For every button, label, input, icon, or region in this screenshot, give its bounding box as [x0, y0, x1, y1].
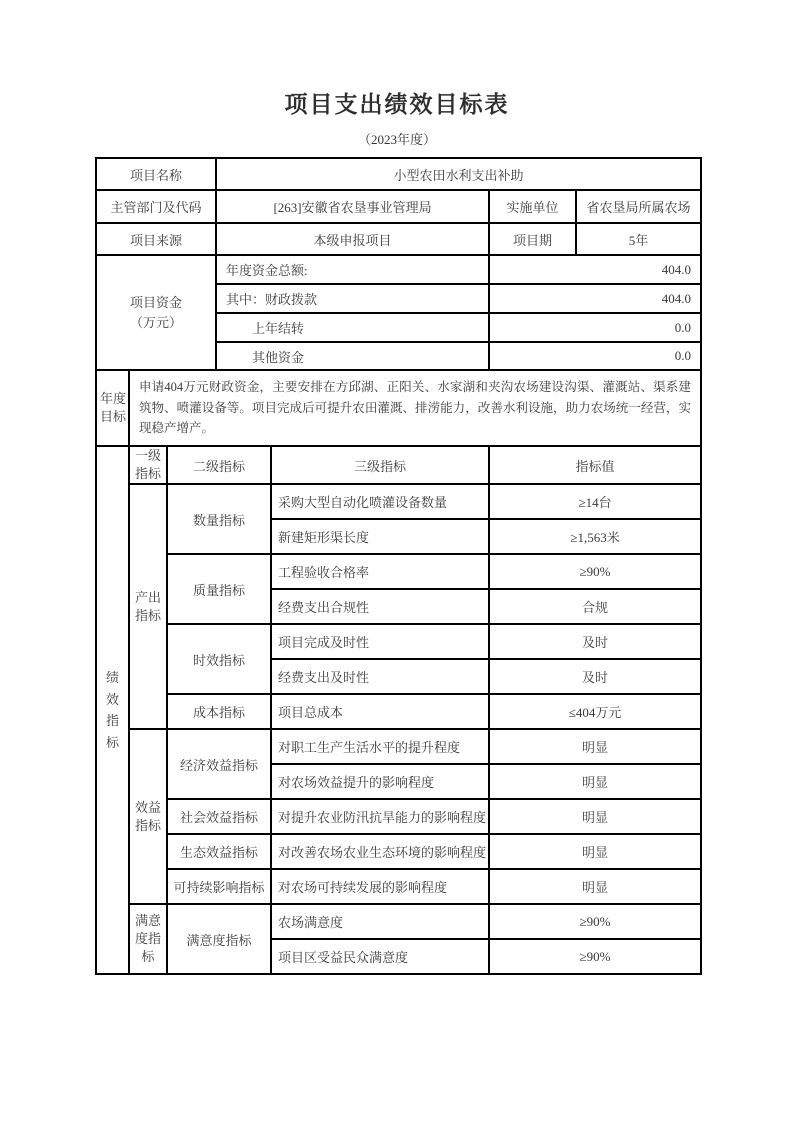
funding-item-label: 其中：财政拨款 — [216, 284, 489, 313]
source-row — [96, 223, 701, 255]
project-name-row — [96, 158, 701, 190]
value-cell: 及时 — [489, 624, 701, 659]
level2-cell: 经济效益指标 — [167, 729, 271, 799]
value-cell: ≥90% — [489, 939, 701, 974]
funding-item-value: 404.0 — [489, 255, 701, 284]
header-level1: 一级指标 — [129, 446, 167, 484]
level2-cell: 社会效益指标 — [167, 799, 271, 834]
funding-item-label: 上年结转 — [216, 313, 489, 342]
department-row — [96, 190, 701, 223]
value-cell: 明显 — [489, 729, 701, 764]
performance-target-table — [95, 157, 702, 975]
funding-item-label: 年度资金总额: — [216, 255, 489, 284]
level3-cell: 项目完成及时性 — [271, 624, 489, 659]
level1-cell: 满意度指标 — [129, 904, 167, 974]
level3-cell: 新建矩形渠长度 — [271, 519, 489, 554]
annual-goal-text: 申请404万元财政资金，主要安排在方邱湖、正阳关、水家湖和夹沟农场建设沟渠、灌溉站、渠系建筑物、喷灌设备等。项目完成后可提升农田灌溉、排涝能力，改善水利设施，助力农场统一经营，实现稳产增产。 — [129, 370, 701, 446]
value-cell: 合规 — [489, 589, 701, 624]
value-cell: ≤404万元 — [489, 694, 701, 729]
source-label: 项目来源 — [96, 223, 216, 255]
page-title: 项目支出绩效目标表 — [284, 91, 510, 117]
value-cell: ≥14台 — [489, 484, 701, 519]
header-level3: 三级指标 — [271, 446, 489, 484]
impl-unit-label: 实施单位 — [489, 190, 576, 223]
indicator-row — [96, 484, 701, 519]
value-cell: 及时 — [489, 659, 701, 694]
value-cell: 明显 — [489, 869, 701, 904]
department-label: 主管部门及代码 — [96, 190, 216, 223]
source-value: 本级申报项目 — [216, 223, 489, 255]
value-cell: ≥90% — [489, 554, 701, 589]
funding-row — [96, 255, 701, 284]
level2-cell: 生态效益指标 — [167, 834, 271, 869]
indicator-row — [96, 799, 701, 834]
project-name-label: 项目名称 — [96, 158, 216, 190]
level3-cell: 对职工生产生活水平的提升程度 — [271, 729, 489, 764]
funding-label: 项目资金（万元） — [96, 255, 216, 370]
value-cell: 明显 — [489, 799, 701, 834]
indicator-row — [96, 834, 701, 869]
level1-cell: 效益指标 — [129, 729, 167, 904]
value-cell: 明显 — [489, 764, 701, 799]
value-cell: 明显 — [489, 834, 701, 869]
level2-cell: 质量指标 — [167, 554, 271, 624]
level2-cell: 满意度指标 — [167, 904, 271, 974]
indicator-row — [96, 869, 701, 904]
level3-cell: 农场满意度 — [271, 904, 489, 939]
period-label: 项目期 — [489, 223, 576, 255]
indicator-row — [96, 729, 701, 764]
department-value: [263]安徽省农垦事业管理局 — [216, 190, 489, 223]
indicator-row — [96, 694, 701, 729]
period-value: 5年 — [576, 223, 701, 255]
level3-cell: 项目区受益民众满意度 — [271, 939, 489, 974]
header-value: 指标值 — [489, 446, 701, 484]
level3-cell: 对改善农场农业生态环境的影响程度 — [271, 834, 489, 869]
indicators-section-label: 绩效指标 — [96, 446, 129, 974]
funding-item-value: 0.0 — [489, 342, 701, 370]
level3-cell: 采购大型自动化喷灌设备数量 — [271, 484, 489, 519]
level2-cell: 数量指标 — [167, 484, 271, 554]
annual-goal-label: 年度目标 — [96, 370, 129, 446]
level1-cell: 产出指标 — [129, 484, 167, 729]
impl-unit-value: 省农垦局所属农场 — [576, 190, 701, 223]
project-name-value: 小型农田水利支出补助 — [216, 158, 701, 190]
indicator-header-row — [96, 446, 701, 484]
value-cell: ≥1,563米 — [489, 519, 701, 554]
level3-cell: 对农场效益提升的影响程度 — [271, 764, 489, 799]
annual-goal-row — [96, 370, 701, 446]
funding-item-value: 0.0 — [489, 313, 701, 342]
funding-item-label: 其他资金 — [216, 342, 489, 370]
level3-cell: 对提升农业防汛抗旱能力的影响程度 — [271, 799, 489, 834]
level2-cell: 成本指标 — [167, 694, 271, 729]
indicator-row — [96, 904, 701, 939]
page-subtitle: （2023年度） — [357, 132, 436, 147]
indicator-row — [96, 554, 701, 589]
level2-cell: 时效指标 — [167, 624, 271, 694]
level2-cell: 可持续影响指标 — [167, 869, 271, 904]
level3-cell: 经费支出及时性 — [271, 659, 489, 694]
level3-cell: 工程验收合格率 — [271, 554, 489, 589]
value-cell: ≥90% — [489, 904, 701, 939]
level3-cell: 项目总成本 — [271, 694, 489, 729]
level3-cell: 对农场可持续发展的影响程度 — [271, 869, 489, 904]
level3-cell: 经费支出合规性 — [271, 589, 489, 624]
header-level2: 二级指标 — [167, 446, 271, 484]
indicator-row — [96, 624, 701, 659]
funding-item-value: 404.0 — [489, 284, 701, 313]
